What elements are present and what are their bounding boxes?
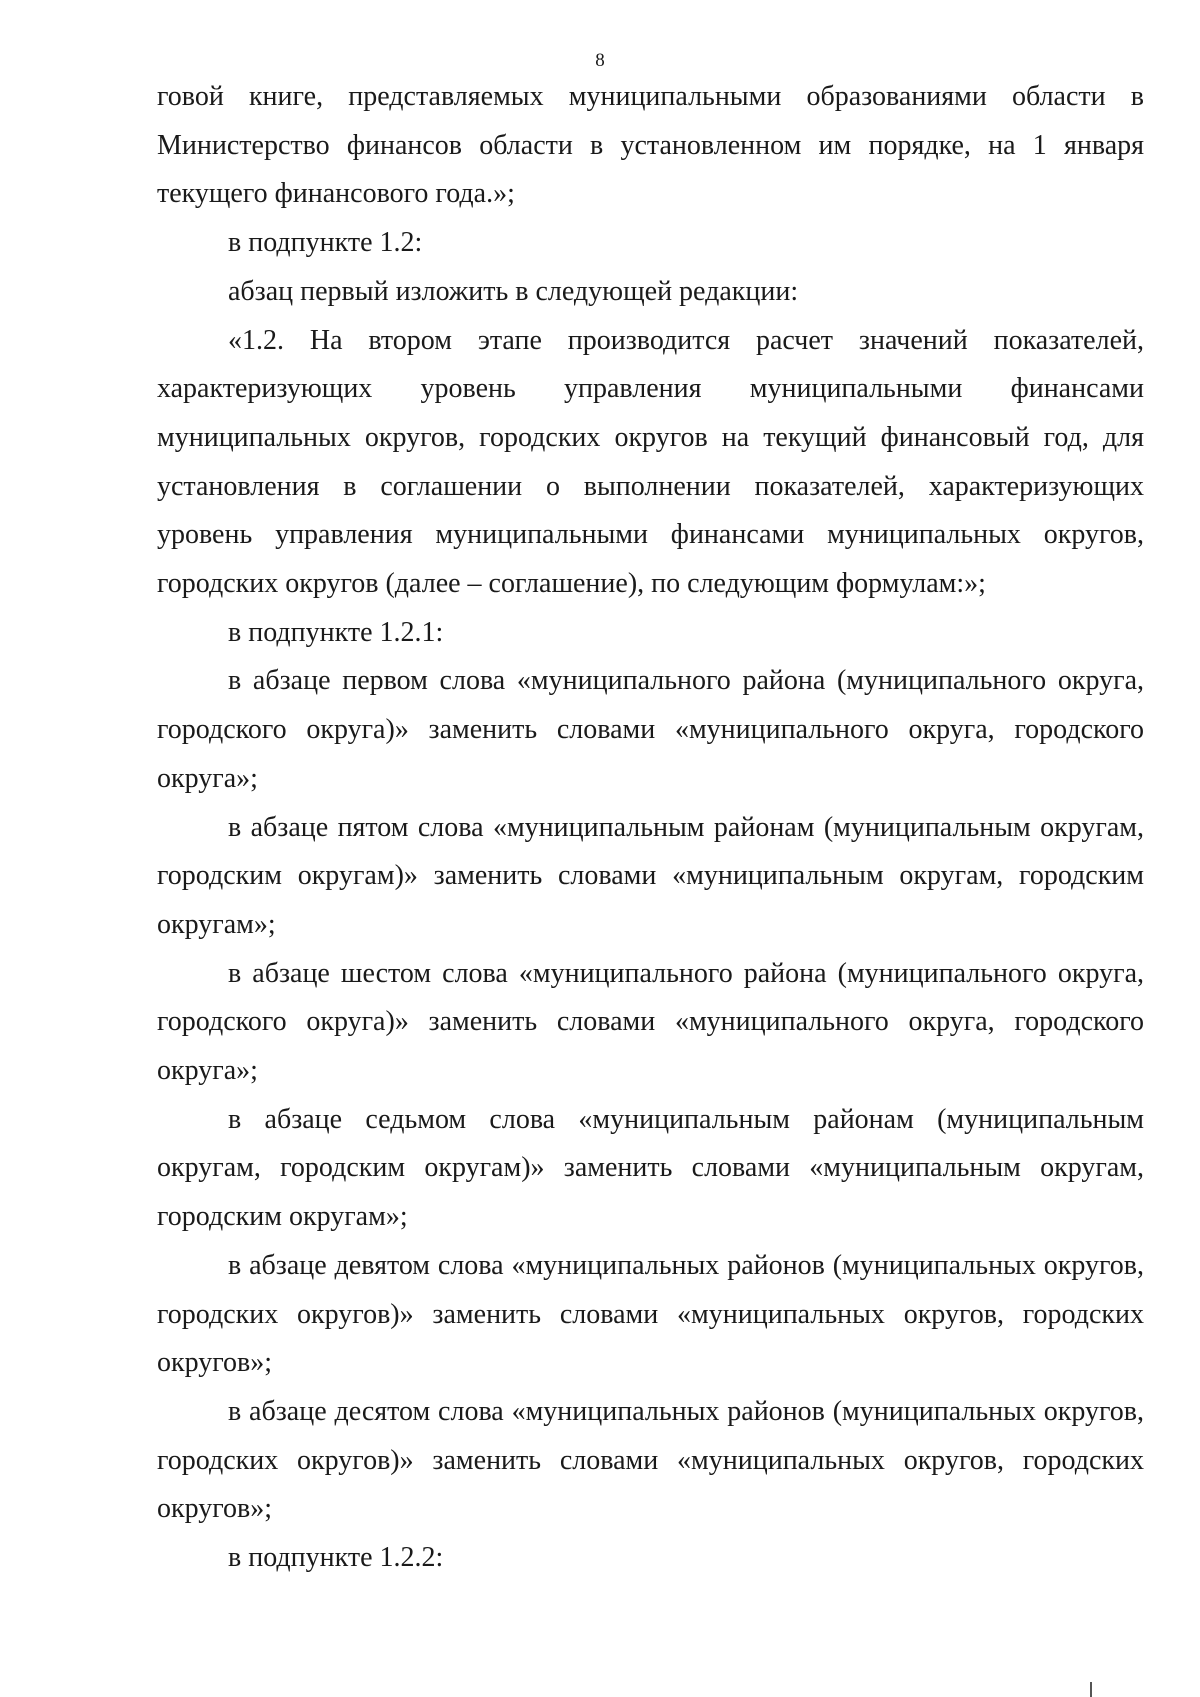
paragraph-abzac-seventh: в абзаце седьмом слова «муниципальным районам (муниципальным округам, городским округам)» заменить словами «муниципальным округам, городским округам»; — [157, 1103, 1144, 1233]
paragraph-subclause-1-2-1: в подпункте 1.2.1: — [228, 616, 444, 648]
document-body — [157, 73, 1144, 1583]
paragraph-first-abzac-instruction: абзац первый изложить в следующей редакции: — [228, 275, 799, 307]
paragraph-abzac-fifth: в абзаце пятом слова «муниципальным районам (муниципальным округам, городским округам)» заменить словами «муниципальным округам, городским округам»; — [157, 811, 1144, 940]
paragraph-abzac-sixth: в абзаце шестом слова «муниципального района (муниципального округа, городского округа)» заменить словами «муниципального округа, городского округа»; — [157, 957, 1144, 1087]
page-number: 8 — [595, 50, 605, 71]
paragraph-abzac-ninth: в абзаце девятом слова «муниципальных районов (муниципальных округов, городских округов)» заменить словами «муниципальных округов, городских округов»; — [157, 1249, 1144, 1379]
paragraph-new-wording-1-2: «1.2. На втором этапе производится расчет значений показателей, характеризующих уровень управления муниципальными финансами муниципальных округов, городских округов на текущий финансовый год, для установления в соглашении о выполнении показателей, характеризующих уровень управления муниципальными финансами муниципальных округов, городских округов (далее – соглашение), по следующим формулам:»; — [157, 324, 1144, 600]
paragraph-abzac-first: в абзаце первом слова «муниципального района (муниципального округа, городского округа)» заменить словами «муниципального округа, городского округа»; — [157, 665, 1144, 794]
paragraph-abzac-tenth: в абзаце десятом слова «муниципальных районов (муниципальных округов, городских округов)» заменить словами «муниципальных округов, городских округов»; — [157, 1395, 1144, 1525]
paragraph-subclause-1-2: в подпункте 1.2: — [228, 227, 423, 259]
paragraph-subclause-1-2-2: в подпункте 1.2.2: — [228, 1542, 444, 1574]
paragraph-continuation: говой книге, представляемых муниципальными образованиями области в Министерство финансов области в установленном им порядке, на 1 января текущего финансового года.»; — [157, 81, 1144, 210]
scan-edge-mark — [1090, 1682, 1092, 1697]
